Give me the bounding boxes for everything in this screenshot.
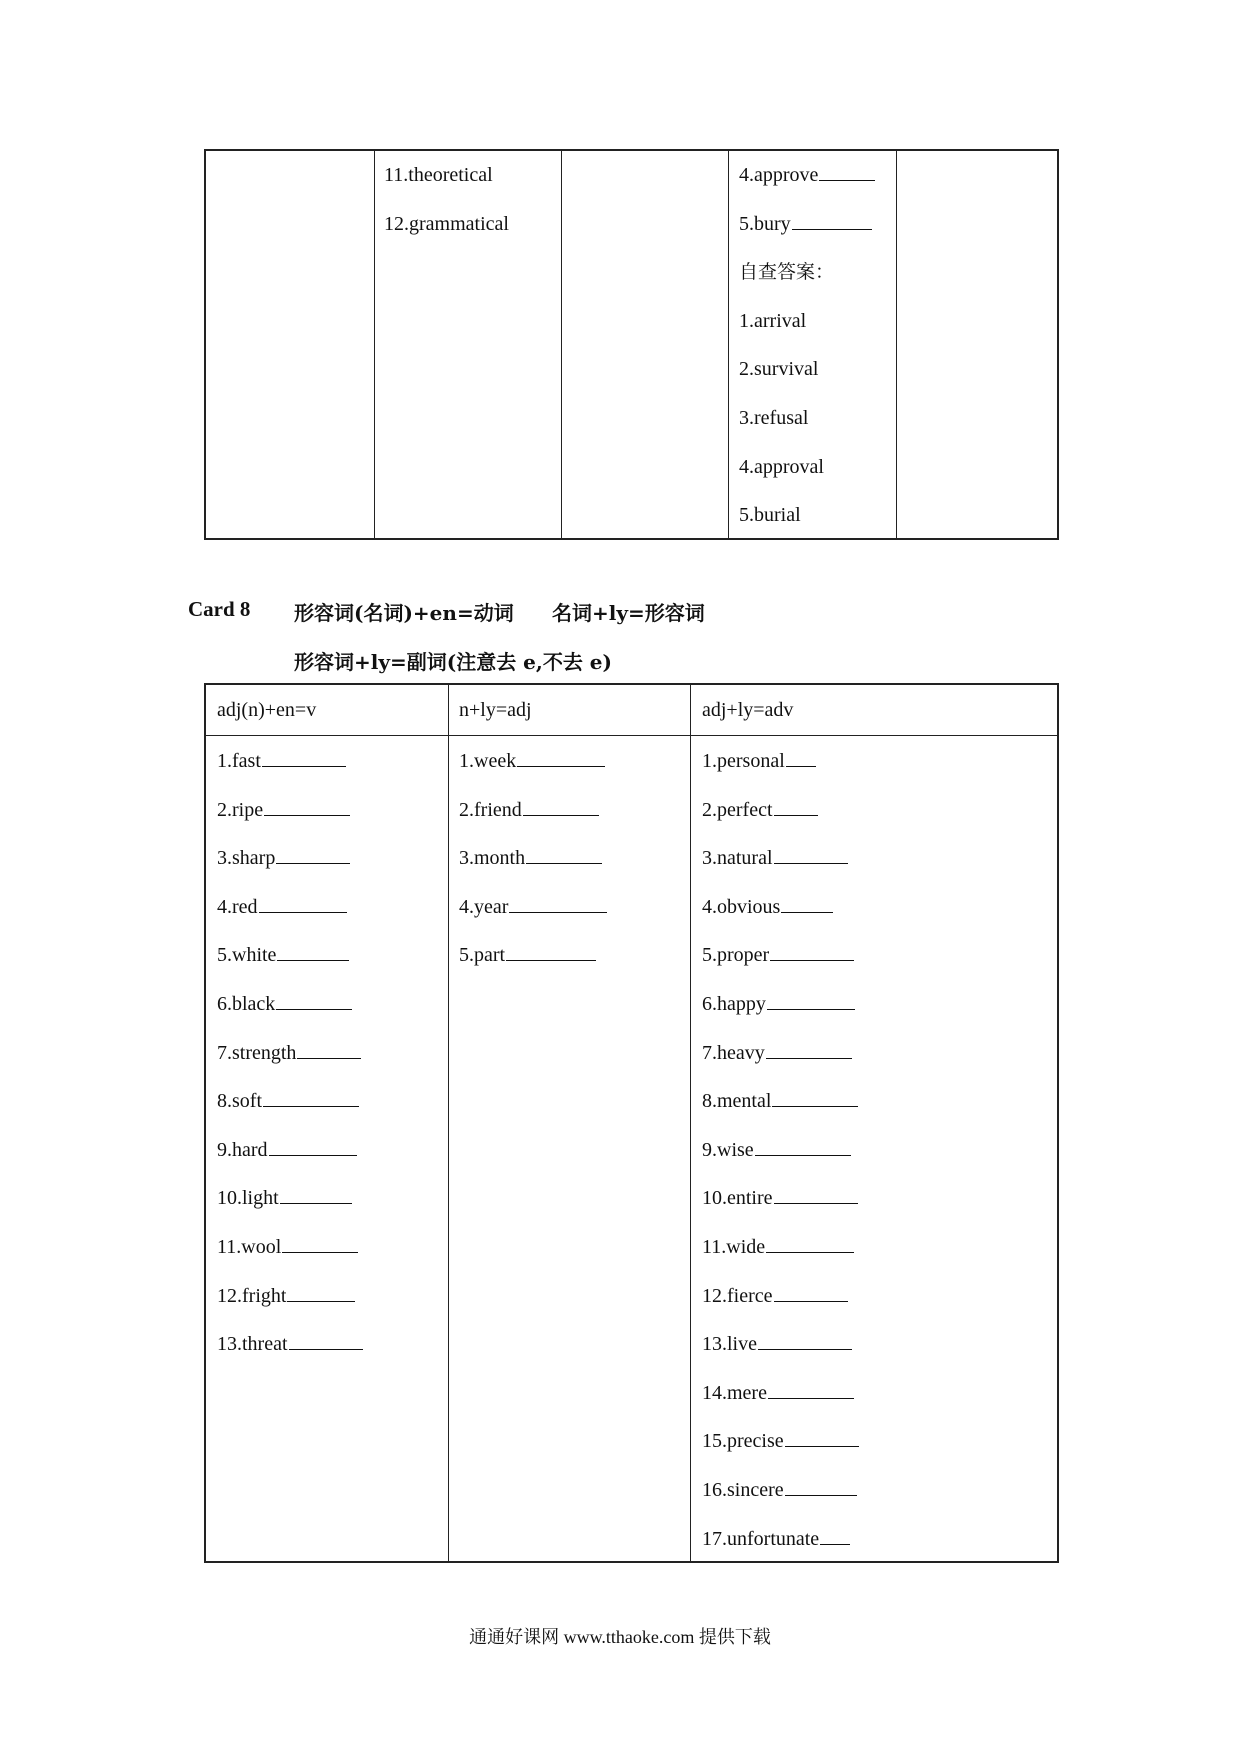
answer-blank[interactable] [766, 1038, 852, 1059]
answer-blank[interactable] [774, 1281, 848, 1302]
exercise-word: 5.part [459, 944, 506, 967]
answers-label: 自查答案： [739, 261, 835, 284]
exercise-word: 2.friend [459, 798, 522, 821]
answer-blank[interactable] [766, 1232, 854, 1253]
exercise-item [702, 1223, 859, 1272]
exercise-item [702, 1077, 859, 1126]
answer-item: 1.arrival [739, 309, 807, 332]
exercise-word: 1.fast [217, 750, 261, 772]
answer-blank[interactable] [767, 989, 855, 1010]
exercise-item [459, 931, 607, 980]
exercise-word: 1.personal [702, 750, 785, 772]
column-header-adj-en: adj(n)+en=v [217, 699, 317, 721]
column-divider [374, 151, 375, 538]
column-divider [690, 685, 691, 1561]
exercise-word: 6.black [217, 992, 276, 1015]
exercise-item [702, 1320, 859, 1369]
top-table-col4 [739, 151, 875, 540]
answer-blank[interactable] [289, 1329, 363, 1350]
exercise-item [217, 1029, 363, 1078]
answer-blank[interactable] [297, 1038, 361, 1059]
exercise-word: 16.sincere [702, 1478, 784, 1501]
exercise-item [217, 737, 363, 786]
exercise-word: 1.week [459, 750, 517, 772]
exercise-word: 10.entire [702, 1187, 773, 1210]
exercise-item [739, 200, 875, 249]
card8-col3 [702, 737, 859, 1563]
top-table-col2 [384, 151, 509, 248]
exercise-item [702, 1417, 859, 1466]
column-header-n-ly: n+ly=adj [459, 699, 532, 721]
rule-heading-1: 形容词(名词)+en=动词 [294, 601, 514, 625]
exercise-item [702, 1174, 859, 1223]
exercise-word: 7.heavy [702, 1041, 765, 1064]
answer-blank[interactable] [517, 746, 605, 767]
column-divider [561, 151, 562, 538]
exercise-item [217, 1223, 363, 1272]
answer-blank[interactable] [269, 1135, 357, 1156]
exercise-word: 8.soft [217, 1090, 262, 1113]
previous-card-table [204, 149, 1059, 540]
exercise-item [217, 1126, 363, 1175]
exercise-word: 13.threat [217, 1333, 288, 1356]
exercise-word: 7.strength [217, 1041, 297, 1064]
page-footer: 通通好课网 www.tthaoke.com 提供下载 [469, 1627, 771, 1647]
answer-blank[interactable] [768, 1378, 854, 1399]
exercise-word: 4.approve [739, 164, 819, 186]
answer-blank[interactable] [282, 1232, 358, 1253]
column-header-adj-ly: adj+ly=adv [702, 699, 794, 721]
exercise-word: 13.live [702, 1333, 757, 1356]
answer-blank[interactable] [755, 1135, 851, 1156]
exercise-item [702, 883, 859, 932]
header-divider [206, 735, 1057, 736]
exercise-word: 10.light [217, 1187, 279, 1210]
answer-blank[interactable] [276, 843, 350, 864]
column-divider [896, 151, 897, 538]
exercise-item [217, 883, 363, 932]
exercise-word: 6.happy [702, 992, 766, 1015]
rule-heading-2: 名词+ly=形容词 [552, 601, 705, 625]
exercise-word: 15.precise [702, 1430, 784, 1453]
column-divider [728, 151, 729, 538]
exercise-item [217, 1320, 363, 1369]
answer-blank[interactable] [792, 209, 872, 230]
exercise-item [702, 1029, 859, 1078]
exercise-word: 11.wide [702, 1235, 766, 1258]
answer-blank[interactable] [758, 1329, 852, 1350]
exercise-item [702, 1466, 859, 1515]
exercise-item [459, 786, 607, 835]
answer-item: 4.approval [739, 455, 824, 478]
answer-blank[interactable] [523, 795, 599, 816]
answer-blank[interactable] [526, 843, 602, 864]
exercise-item [459, 883, 607, 932]
exercise-item [459, 737, 607, 786]
exercise-item [702, 931, 859, 980]
exercise-item [702, 1369, 859, 1418]
answer-blank[interactable] [262, 746, 346, 767]
answer-blank[interactable] [774, 795, 818, 816]
answer-blank[interactable] [786, 746, 816, 767]
exercise-word: 9.hard [217, 1138, 268, 1161]
card8-table [204, 683, 1059, 1563]
exercise-item [217, 1272, 363, 1321]
exercise-word: 12.fright [217, 1284, 287, 1307]
exercise-item [702, 786, 859, 835]
exercise-word: 14.mere [702, 1381, 767, 1404]
exercise-item [217, 980, 363, 1029]
exercise-word: 5.bury [739, 212, 791, 235]
answer-blank[interactable] [774, 1183, 858, 1204]
answer-blank[interactable] [264, 795, 350, 816]
answer-blank[interactable] [276, 989, 352, 1010]
answer-item: 3.refusal [739, 406, 809, 429]
exercise-word: 3.natural [702, 847, 773, 870]
exercise-word: 2.perfect [702, 798, 773, 821]
answer-blank[interactable] [259, 892, 347, 913]
exercise-word: 11.wool [217, 1235, 282, 1258]
exercise-item [702, 1515, 859, 1564]
exercise-word: 9.wise [702, 1138, 754, 1161]
word-item: 12.grammatical [384, 212, 509, 235]
answer-blank[interactable] [785, 1426, 859, 1447]
answer-blank[interactable] [277, 940, 349, 961]
rule-heading-3: 形容词+ly=副词(注意去 e,不去 e) [294, 650, 612, 674]
exercise-item [739, 151, 875, 200]
word-item: 11.theoretical [384, 164, 493, 186]
answer-blank[interactable] [280, 1183, 352, 1204]
answer-blank[interactable] [819, 160, 875, 181]
exercise-word: 3.month [459, 847, 526, 870]
exercise-word: 8.mental [702, 1090, 772, 1113]
answer-blank[interactable] [785, 1475, 857, 1496]
answer-item: 2.survival [739, 358, 819, 381]
exercise-word: 12.fierce [702, 1284, 773, 1307]
answer-blank[interactable] [263, 1086, 359, 1107]
card8-col2 [459, 737, 607, 980]
exercise-item [702, 834, 859, 883]
exercise-item [702, 980, 859, 1029]
card-label: Card 8 [188, 597, 251, 621]
exercise-word: 4.year [459, 895, 509, 918]
exercise-word: 3.sharp [217, 847, 276, 870]
exercise-item [217, 834, 363, 883]
card8-col1 [217, 737, 363, 1369]
exercise-word: 5.white [217, 944, 277, 967]
exercise-item [702, 1272, 859, 1321]
answer-item: 5.burial [739, 504, 801, 527]
exercise-item [217, 1174, 363, 1223]
exercise-item [217, 1077, 363, 1126]
exercise-item [217, 786, 363, 835]
answer-blank[interactable] [770, 940, 854, 961]
exercise-item [702, 1126, 859, 1175]
answer-blank[interactable] [820, 1524, 850, 1545]
column-divider [448, 685, 449, 1561]
exercise-item [702, 737, 859, 786]
answer-blank[interactable] [781, 892, 833, 913]
answer-blank[interactable] [506, 940, 596, 961]
answer-blank[interactable] [287, 1281, 355, 1302]
exercise-word: 17.unfortunate [702, 1527, 820, 1550]
exercise-word: 4.red [217, 895, 258, 918]
exercise-item [217, 931, 363, 980]
exercise-word: 2.ripe [217, 798, 264, 821]
exercise-item [459, 834, 607, 883]
exercise-word: 4.obvious [702, 895, 781, 918]
answer-blank[interactable] [774, 843, 848, 864]
answer-blank[interactable] [509, 892, 607, 913]
answer-blank[interactable] [772, 1086, 858, 1107]
exercise-word: 5.proper [702, 944, 770, 967]
